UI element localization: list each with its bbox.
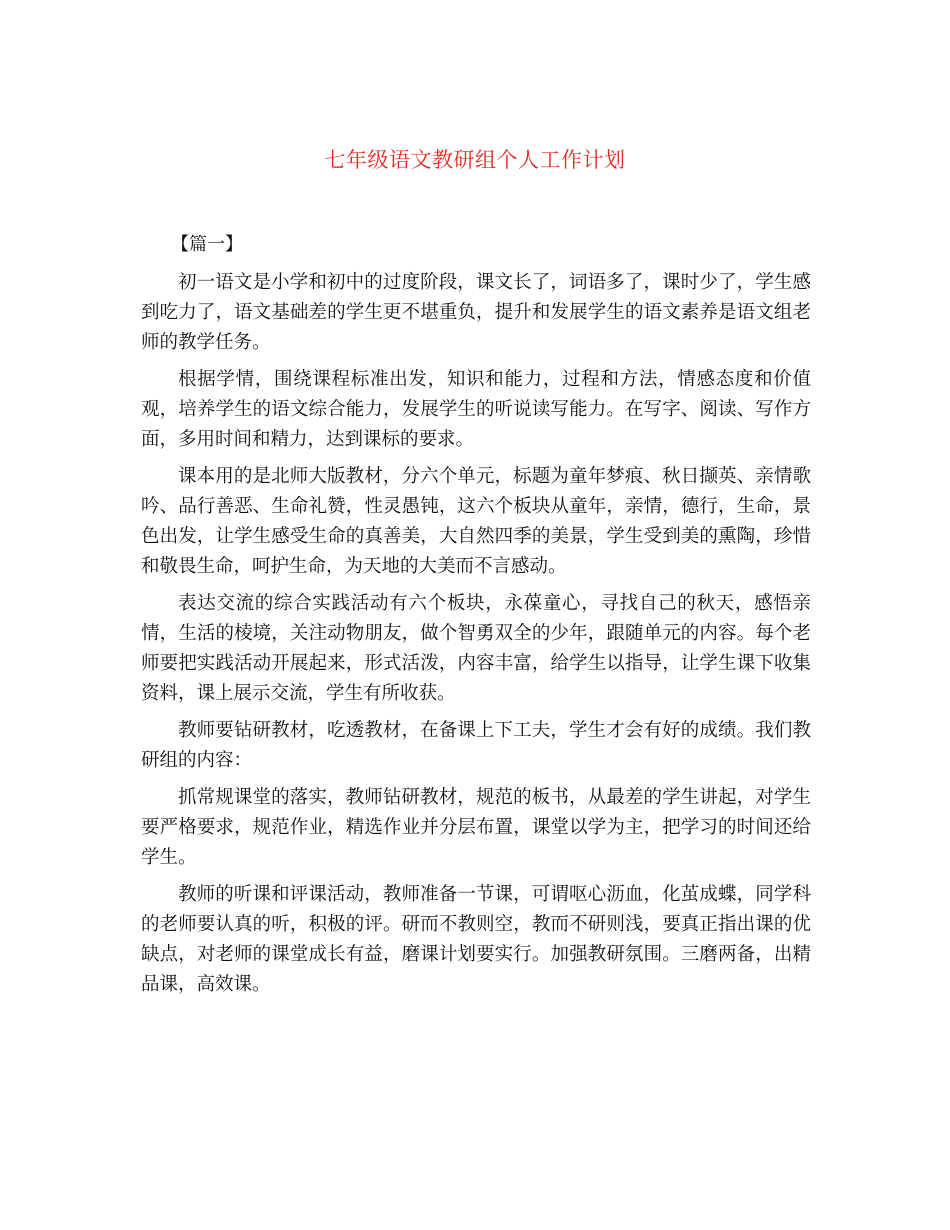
paragraph-4: 表达交流的综合实践活动有六个板块，永葆童心，寻找自己的秋天，感悟亲情，生活的棱境，关注动物朋友，做个智勇双全的少年，跟随单元的内容。每个老师要把实践活动开展起来，形式活泼，内容丰富，给学生以指导，让学生课下收集资料，课上展示交流，学生有所收获。 bbox=[141, 593, 811, 704]
paragraph-1: 初一语文是小学和初中的过度阶段，课文长了，词语多了，课时少了，学生感到吃力了，语文基础差的学生更不堪重负，提升和发展学生的语文素养是语文组老师的教学任务。 bbox=[141, 272, 811, 353]
paragraph-7: 教师的听课和评课活动，教师准备一节课，可谓呕心沥血，化茧成蝶，同学科的老师要认真的听，积极的评。研而不教则空，教而不研则浅，要真正指出课的优缺点，对老师的课堂成长有益，磨课计划要实行。加强教研氛围。三磨两备，出精品课，高效课。 bbox=[141, 884, 811, 995]
document-body bbox=[141, 228, 811, 1007]
paragraph-5: 教师要钻研教材，吃透教材，在备课上下工夫，学生才会有好的成绩。我们教研组的内容： bbox=[141, 720, 811, 771]
paragraph-2: 根据学情，围绕课程标准出发，知识和能力，过程和方法，情感态度和价值观，培养学生的语文综合能力，发展学生的听说读写能力。在写字、阅读、写作方面，多用时间和精力，达到课标的要求。 bbox=[141, 369, 811, 450]
section-label: 【篇一】 bbox=[171, 234, 243, 255]
paragraph-6: 抓常规课堂的落实，教师钻研教材，规范的板书，从最差的学生讲起，对学生要严格要求，规范作业，精选作业并分层布置，课堂以学为主，把学习的时间还给学生。 bbox=[141, 787, 811, 868]
paragraph-3: 课本用的是北师大版教材，分六个单元，标题为童年梦痕、秋日撷英、亲情歌吟、品行善恶、生命礼赞，性灵愚钝，这六个板块从童年，亲情，德行，生命，景色出发，让学生感受生命的真善美，大自然四季的美景，学生受到美的熏陶，珍惜和敬畏生命，呵护生命，为天地的大美而不言感动。 bbox=[141, 466, 811, 577]
document-title: 七年级语文教研组个人工作计划 bbox=[324, 148, 626, 172]
